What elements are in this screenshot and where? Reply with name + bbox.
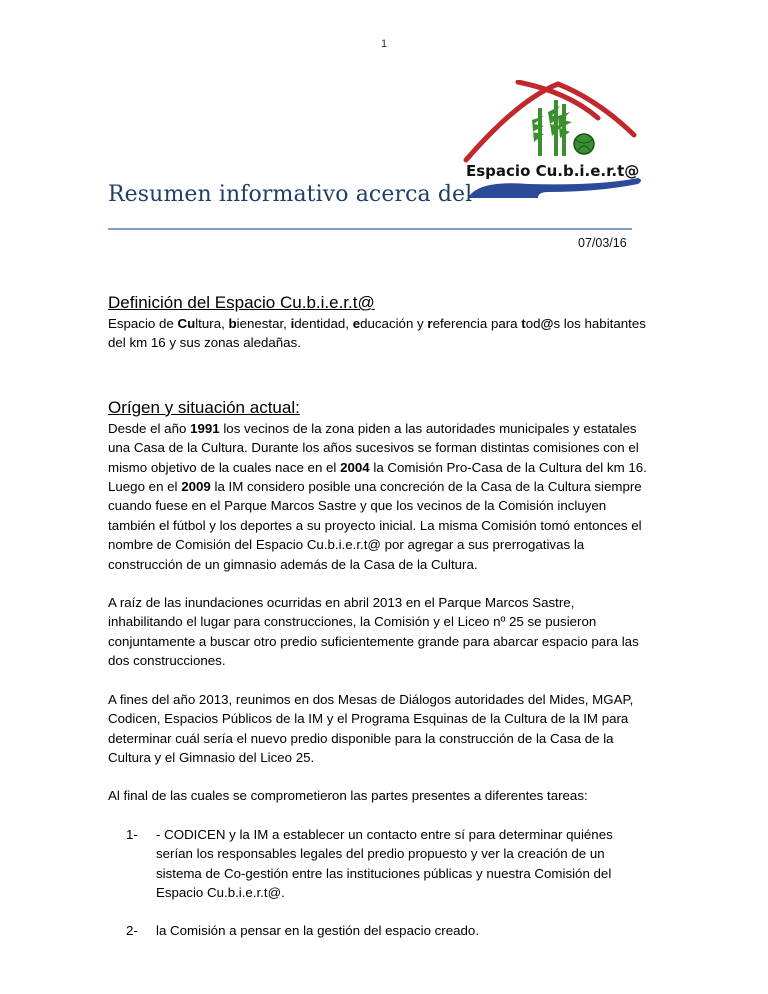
title-divider (108, 228, 632, 230)
section-heading-definition: Definición del Espacio Cu.b.i.e.r.t@ (108, 293, 375, 312)
section-heading-origin: Orígen y situación actual: (108, 397, 300, 417)
paragraph-floods: A raíz de las inundaciones ocurridas en abril 2013 en el Parque Marcos Sastre, inhabilitando el lugar para construcciones, la Comisión y el Liceo nº 25 se pusieron conjuntamente a buscar otro predio suficientemente grande para abarcar espacio para las dos construcciones. (108, 595, 639, 669)
football-icon (574, 134, 594, 154)
document-date: 07/03/16 (578, 236, 627, 250)
logo-text: Espacio Cu.b.i.e.r.t@ (466, 162, 640, 180)
river-icon (468, 178, 641, 198)
list-item: 1- - CODICEN y la IM a establecer un contacto entre sí para determinar quiénes serían los responsables legales del predio propuesto y ver la creación de un sistema de Co-gestión entre las instituciones públicas y nuestra Comisión del Espacio Cu.b.i.e.r.t@. (126, 826, 613, 900)
task-list (108, 825, 648, 941)
document-title: Resumen informativo acerca del (108, 182, 473, 207)
paragraph-commitments: Al final de las cuales se comprometieron las partes presentes a diferentes tareas: (108, 788, 588, 804)
document-body (108, 292, 648, 960)
espacio-cubierto-logo (458, 80, 644, 200)
paragraph-meetings: A fines del año 2013, reunimos en dos Mesas de Diálogos autoridades del Mides, MGAP, Codicen, Espacios Públicos de la IM y el Programa Esquinas de la Cultura de la IM para determinar cuál sería el nuevo predio disponible para la construcción de la Casa de la Cultura y el Gimnasio del Liceo 25. (108, 691, 634, 765)
paragraph-origin-1: Desde el año 1991 los vecinos de la zona piden a las autoridades municipales y estatales una Casa de la Cultura. Durante los años sucesivos se forman distintas comisiones con el mismo objetivo de la cuales nace en el 2004 la Comisión Pro-Casa de la Cultura del km 16. (108, 420, 647, 475)
paragraph-origin-2: Luego en el 2009 la IM considero posible una concreción de la Casa de la Cultura siempre cuando fuese en el Parque Marcos Sastre y que los vecinos de la Comisión incluyen también el fútbol y los deportes a su proyecto inicial. La misma Comisión tomó entonces el nombre de Comisión del Espacio Cu.b.i.e.r.t@ por agregar a sus prerrogativas la construcción de un gimnasio además de la Casa de la Cultura. (108, 479, 642, 572)
page-number: 1 (380, 38, 388, 50)
list-item: 2- la Comisión a pensar en la gestión del espacio creado. (126, 923, 480, 939)
definition-paragraph: Espacio de Cultura, bienestar, identidad, educación y referencia para tod@s los habitantes del km 16 y sus zonas aledañas. (108, 316, 646, 351)
trees-icon (532, 100, 572, 156)
